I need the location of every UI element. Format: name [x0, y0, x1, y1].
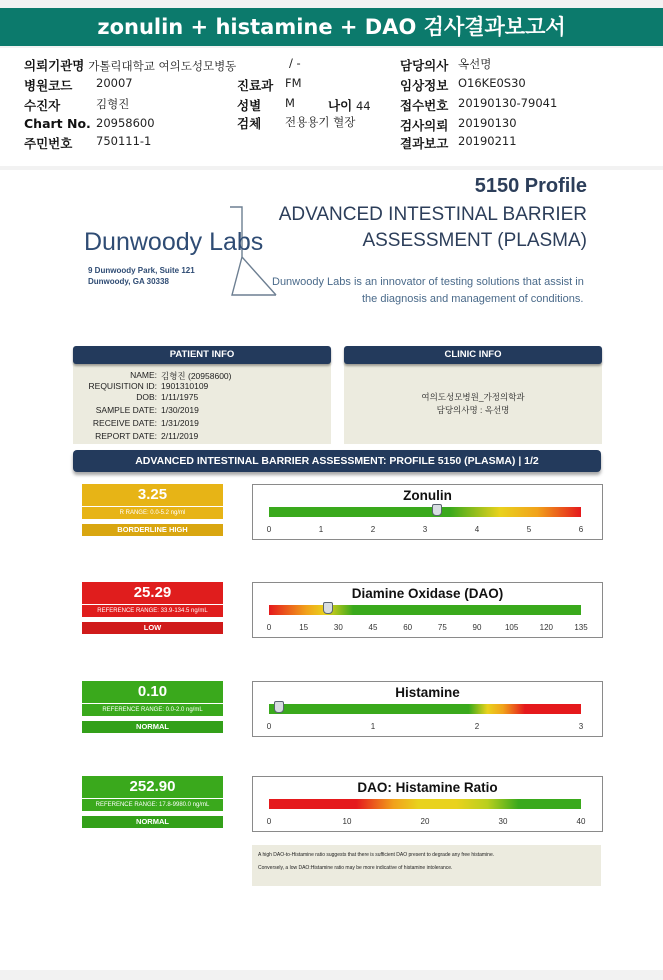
tick-label: 105: [504, 623, 519, 632]
result-value: 3.25: [82, 484, 223, 506]
tick-label: 1: [370, 722, 376, 731]
dob-value: 1/11/1975: [161, 392, 199, 402]
tagline-line2: the diagnosis and management of conditions.: [362, 293, 584, 305]
patient-name-label: NAME:: [130, 370, 157, 380]
lab-tagline: [272, 274, 584, 308]
tick-label: 30: [498, 817, 508, 826]
field-receipt-no: 접수번호 20190130-79041: [400, 96, 558, 113]
field-request-date: 검사의뢰 20190130: [400, 116, 517, 133]
gauge-chart: [252, 776, 603, 832]
gauge-bar: [269, 605, 581, 615]
tick-label: 90: [472, 623, 482, 632]
tick-label: 0: [266, 817, 272, 826]
value-marker-icon: [432, 504, 442, 516]
gauge-chart: [252, 681, 603, 737]
patient-info-panel: [73, 356, 331, 444]
dob-label: DOB:: [136, 392, 157, 402]
gauge-bar: [269, 799, 581, 809]
clinic-doctor: 담당의사명 : 옥선명: [436, 405, 510, 415]
tick-label: 135: [574, 623, 588, 632]
reference-range: REFERENCE RANGE: 17.8-9980.0 ng/mL: [82, 799, 223, 811]
tick-label: 10: [342, 817, 352, 826]
tick-label: 60: [403, 623, 413, 632]
gauge-title: Zonulin: [403, 488, 452, 503]
header-info: [0, 48, 663, 166]
field-result-date: 결과보고 20190211: [400, 134, 517, 151]
field-patient: 수진자 김형진: [24, 97, 130, 113]
result-box: [82, 776, 223, 828]
tick-label: 30: [333, 623, 343, 632]
lab-address: [88, 265, 195, 287]
field-specimen: 검체 전용용기 혈장: [237, 115, 356, 131]
tick-label: 45: [368, 623, 378, 632]
gauge-bar: [269, 704, 581, 714]
tick-label: 15: [299, 623, 309, 632]
section-title-bar: ADVANCED INTESTINAL BARRIER ASSESSMENT: PROFILE 5150 (PLASMA) | 1/2: [73, 450, 601, 472]
receive-date-label: RECEIVE DATE:: [92, 418, 157, 428]
address-line2: Dunwoody, GA 30338: [88, 277, 169, 286]
note-line2: Conversely, a low DAO:Histamine ratio may be more indicative of histamine intolerance.: [258, 865, 453, 871]
receive-date-value: 1/31/2019: [161, 418, 199, 428]
tick-label: 75: [437, 623, 447, 632]
status-badge: LOW: [82, 622, 223, 634]
requisition-id-value: 1901310109: [161, 381, 209, 391]
value-marker-icon: [323, 602, 333, 614]
tick-label: 6: [578, 525, 584, 534]
assessment-title: [279, 202, 587, 254]
field-institution: 의뢰기관명 가톨릭대학교 여의도성모병동: [24, 58, 237, 73]
gauge-title: Diamine Oxidase (DAO): [351, 586, 504, 601]
clinic-info-header: CLINIC INFO: [344, 346, 602, 364]
lab-report: [0, 170, 663, 970]
report-title: zonulin + histamine + DAO 검사결과보고서: [0, 8, 663, 46]
gauge-bar: [269, 507, 581, 517]
field-resident-no: 주민번호 750111-1: [24, 134, 152, 151]
result-box: [82, 484, 223, 536]
tick-label: 1: [318, 525, 324, 534]
tick-label: 3: [578, 722, 584, 731]
field-department: 진료과 FM: [237, 76, 302, 93]
requisition-id-label: REQUISITION ID:: [88, 381, 157, 391]
field-sex: 성별 M: [237, 96, 295, 113]
tick-label: 120: [539, 623, 554, 632]
clinic-info-panel: [344, 356, 602, 444]
result-value: 252.90: [82, 776, 223, 798]
tick-label: 2: [474, 722, 480, 731]
gauge-title: Histamine: [395, 685, 460, 700]
field-ward: / -: [289, 56, 301, 70]
reference-range: R RANGE: 0.0-5.2 ng/ml: [82, 507, 223, 519]
tick-label: 0: [266, 623, 272, 632]
sample-date-label: SAMPLE DATE:: [95, 405, 157, 415]
result-box: [82, 681, 223, 733]
note-line1: A high DAO-to-Histamine ratio suggests that there is sufficient DAO present to degrade any free histamine.: [258, 852, 495, 858]
field-hospital-code: 병원코드 20007: [24, 76, 133, 93]
reference-range: REFERENCE RANGE: 33.9-134.5 ng/mL: [82, 605, 223, 617]
ratio-note: [252, 845, 601, 886]
reference-range: REFERENCE RANGE: 0.0-2.0 ng/mL: [82, 704, 223, 716]
patient-name-value: 김형진 (20958600): [161, 371, 232, 381]
patient-info-header: PATIENT INFO: [73, 346, 331, 364]
gauge-chart: [252, 484, 603, 540]
sample-date-value: 1/30/2019: [161, 405, 199, 415]
tick-label: 3: [422, 525, 428, 534]
field-doctor: 담당의사 옥선명: [400, 57, 492, 73]
gauge-title: DAO: Histamine Ratio: [357, 780, 498, 795]
tick-label: 4: [474, 525, 480, 534]
field-age: 나이 44: [328, 98, 371, 113]
result-box: [82, 582, 223, 634]
tick-label: 2: [370, 525, 376, 534]
report-date-value: 2/11/2019: [161, 431, 199, 441]
field-clinical-info: 임상정보 O16KE0S30: [400, 76, 526, 93]
tagline-line1: Dunwoody Labs is an innovator of testing solutions that assist in: [272, 276, 584, 288]
result-value: 25.29: [82, 582, 223, 604]
status-badge: BORDERLINE HIGH: [82, 524, 223, 536]
tick-label: 40: [576, 817, 586, 826]
tick-label: 0: [266, 722, 272, 731]
tick-label: 5: [526, 525, 532, 534]
clinic-name: 여의도성모병원_가정의학과: [421, 392, 525, 402]
report-date-label: REPORT DATE:: [95, 431, 157, 441]
status-badge: NORMAL: [82, 816, 223, 828]
address-line1: 9 Dunwoody Park, Suite 121: [88, 266, 195, 275]
assessment-title-line2: ASSESSMENT (PLASMA): [362, 230, 587, 251]
result-value: 0.10: [82, 681, 223, 703]
value-marker-icon: [274, 701, 284, 713]
gauge-chart: [252, 582, 603, 638]
tick-label: 20: [420, 817, 430, 826]
tick-label: 0: [266, 525, 272, 534]
field-chart-no: Chart No. 20958600: [24, 116, 155, 131]
status-badge: NORMAL: [82, 721, 223, 733]
lab-logo: Dunwoody Labs: [84, 228, 264, 256]
assessment-title-line1: ADVANCED INTESTINAL BARRIER: [278, 204, 587, 225]
profile-title: 5150 Profile: [474, 175, 587, 197]
